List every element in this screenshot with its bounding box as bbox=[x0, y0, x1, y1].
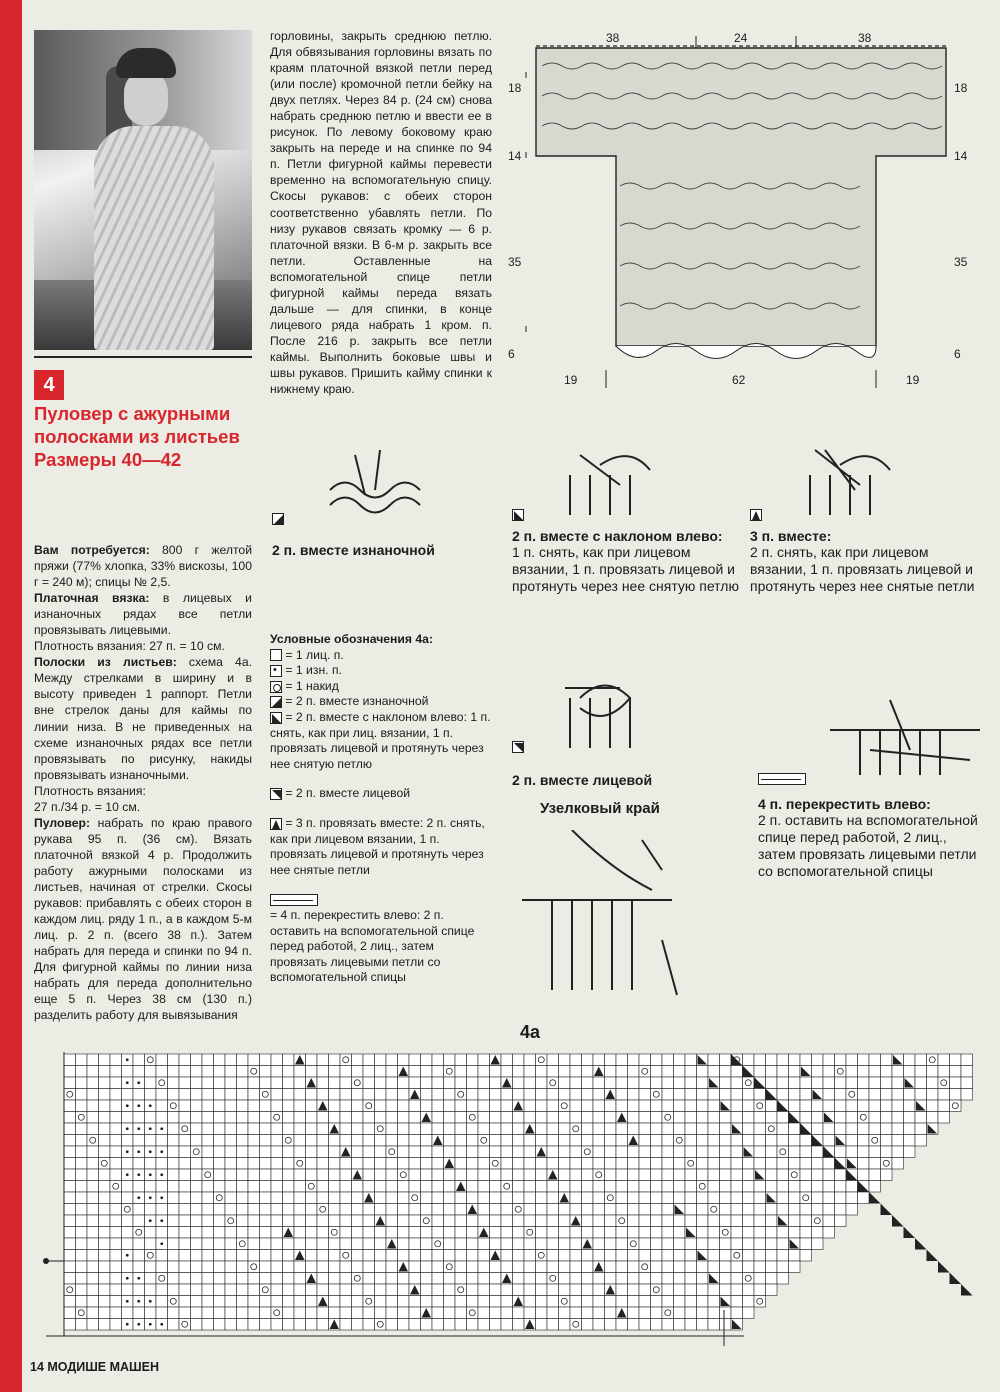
dim-top-mid: 24 bbox=[734, 31, 748, 45]
three-together-caption: 3 п. вместе: 2 п. снять, как при лицевом вязании, 1 п. провязать лицевой и протянуть через нее снятые петли bbox=[750, 506, 980, 595]
dim-right-2: 14 bbox=[954, 149, 968, 163]
dim-right-3: 35 bbox=[954, 255, 968, 269]
dim-left-2: 14 bbox=[508, 149, 522, 163]
chart-label: 4а bbox=[520, 1022, 541, 1042]
density-2a: Плотность вязания: bbox=[34, 783, 146, 798]
needs-label: Вам потребуется: bbox=[34, 543, 150, 557]
three-together-legend-symbol bbox=[270, 818, 282, 830]
garter-text: в лицевых и изнаночных рядах все петли провязывать лицевыми. bbox=[34, 591, 252, 638]
cross-four-legend-symbol bbox=[270, 894, 318, 906]
instructions-column-2 bbox=[270, 28, 492, 397]
symbol-legend: Условные обозначения 4а: = 1 лиц. п. • = 1 изн. п. = 1 накид = 2 п. вместе изнаночной = 2 п. вместе с наклоном влево: 1 п. снять, как при лиц. вязании, 1 п. провязать лицевой и протянуть через нее снятую петлю = 2 п. вместе лицевой = 3 п. провязать вместе: 2 п. снять, как при лицевом вязании, 1 п. провязать лицевой и протянуть через нее снятые петли = 4 п. перекрестить влево: 2 п. оставить на вспомогательной спице перед работой, 2 лиц., затем провязать лицевыми петли со вспомогательной спицы bbox=[270, 632, 492, 986]
dim-left-4: 6 bbox=[508, 347, 515, 361]
density-1: Плотность вязания: 27 п. = 10 см. bbox=[34, 639, 225, 654]
legend-title: Условные обозначения 4а: bbox=[270, 632, 434, 646]
knot-edge-caption: Узелковый край bbox=[540, 800, 660, 817]
knit-two-legend-symbol bbox=[270, 788, 282, 800]
page-footer: 14 МОДИШЕ МАШЕН bbox=[30, 1360, 159, 1374]
dim-top-right: 38 bbox=[858, 31, 872, 45]
knitting-chart-4a bbox=[38, 1050, 988, 1360]
header-rule bbox=[34, 356, 252, 358]
garter-label: Платочная вязка: bbox=[34, 591, 150, 606]
model-photo bbox=[34, 30, 252, 350]
slant-left-symbol bbox=[512, 509, 524, 521]
cross-four-caption: 4 п. перекрестить влево: 2 п. оставить на вспомогательной спице перед работой, 2 лиц., затем провязать лицевыми петли со вспомогательной спицы bbox=[758, 770, 978, 880]
article-number-badge: 4 bbox=[34, 370, 64, 400]
pullover-text: набрать по краю правого рукава 95 п. (36 см). Вязать платочной вязкой 4 р. Продолжить работу ажурными полосками из листьев, начиная от стрелки. Скосы рукавов: прибавлять с обеих сторон в каждом лиц. ряду 1 п., а в каждом 5-м лиц. р. 2 п. (всего 38 п.). Затем набрать для переда и спинки по 94 п. Для фигурной каймы по линии низа набрать для переда дополнительно еще 5 п. Через 38 см (130 п.) разделить работу для вывязывания bbox=[34, 815, 252, 1023]
purl-two-caption: 2 п. вместе изнаночной bbox=[272, 510, 435, 558]
pullover-label: Пуловер: bbox=[34, 815, 91, 830]
dim-left-1: 18 bbox=[508, 81, 522, 95]
purl-symbol bbox=[270, 665, 282, 677]
needs-text: 800 г желтой пряжи (77% хлопка, 33% вискозы, 100 г = 240 м); спицы № 2,5. bbox=[34, 543, 253, 590]
dim-left-3: 35 bbox=[508, 255, 522, 269]
instructions-column-1 bbox=[34, 542, 252, 1023]
dim-bottom-left: 19 bbox=[564, 373, 578, 387]
knit-two-caption: 2 п. вместе лицевой bbox=[512, 738, 652, 788]
red-edge-bar bbox=[0, 0, 22, 1392]
garment-schematic bbox=[506, 26, 978, 394]
leaves-text: схема 4а. Между стрелками в ширину и в высоту приведен 1 раппорт. Петли вне стрелок даны для каймы по линии низа. В не приведенных на схеме изнаночных рядах все петли провязывать по рисунку, накиды провязывать изнаночными. bbox=[34, 655, 252, 782]
three-together-symbol bbox=[750, 509, 762, 521]
purl-two-symbol bbox=[272, 513, 284, 525]
knit-two-symbol bbox=[512, 741, 524, 753]
purl-two-legend-symbol bbox=[270, 696, 282, 708]
yarn-over-symbol bbox=[270, 681, 282, 693]
cross-four-symbol bbox=[758, 773, 806, 785]
col2-text: горловины, закрыть среднюю петлю. Для обвязывания горловины вязать по краям платочной вязкой петли перед (или после) кромочной петли бейку на двух петлях. Через 84 р. (24 см) снова набрать среднюю петлю и ввести ее в рисунок. По левому боковому краю закрыть на переде и на спинке по 94 п. Петли фигурной каймы перевести временно на вспомогательную спицу. Скосы рукавов: с обеих сторон соответственно убавлять петли. По низу рукавов связать кромку — 6 р. платочной вязки. В 6-м р. закрыть все петли. Оставленные на вспомогательной спице петли фигурной каймы переда вязать дальше — для спинки, в конце лицевого ряда набрать 1 кром. п. После 216 р. закрыть все петли каймы. Выполнить боковые швы и швы рукавов. Пришить кайму спинки к нижнему краю. bbox=[270, 29, 492, 397]
article-title: Пуловер с ажурными полосками из листьев Размеры 40—42 bbox=[34, 403, 240, 470]
knit-symbol bbox=[270, 649, 282, 661]
cross-four-illustration bbox=[830, 690, 980, 780]
density-2b: 27 п./34 р. = 10 см. bbox=[34, 799, 141, 814]
leaves-label: Полоски из листьев: bbox=[34, 655, 177, 670]
dim-top-left: 38 bbox=[606, 31, 620, 45]
dim-bottom-mid: 62 bbox=[732, 373, 746, 387]
knot-edge-illustration bbox=[512, 830, 682, 1000]
slant-left-legend-symbol bbox=[270, 712, 282, 724]
dim-right-4: 6 bbox=[954, 347, 961, 361]
dim-bottom-right: 19 bbox=[906, 373, 920, 387]
dim-right-1: 18 bbox=[954, 81, 968, 95]
slant-left-caption: 2 п. вместе с наклоном влево: 1 п. снять, как при лицевом вязании, 1 п. провязать лицевой и протянуть через нее снятую петлю bbox=[512, 506, 742, 595]
